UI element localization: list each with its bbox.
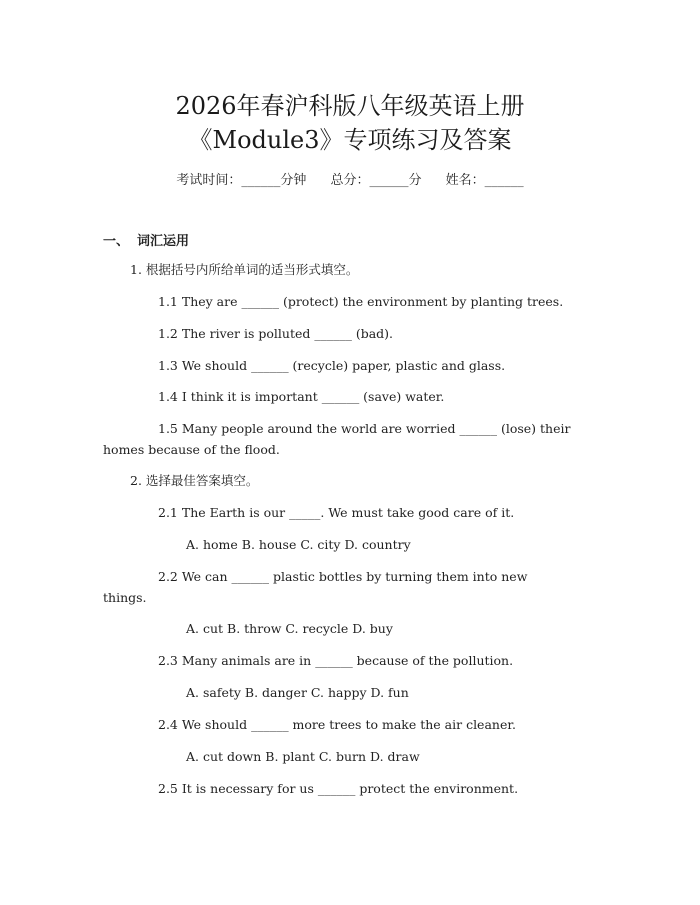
question-2-2-options: A. cut B. throw C. recycle D. buy [186,621,393,636]
question-2-2: 2.2 We can ______ plastic bottles by turning them into new [158,569,528,584]
question-2-5: 2.5 It is necessary for us ______ protect the environment. [158,781,519,796]
part-2-heading: 2. 选择最佳答案填空。 [130,473,259,488]
question-1-3: 1.3 We should ______ (recycle) paper, plastic and glass. [158,358,506,373]
question-2-3-options: A. safety B. danger C. happy D. fun [186,685,409,700]
section-1-number: 一、 [103,234,130,249]
question-1-4: 1.4 I think it is important ______ (save) water. [158,389,445,404]
question-2-1-options: A. home B. house C. city D. country [186,537,411,552]
exam-meta-row [0,169,700,188]
student-name-field: 姓名：______ [445,173,524,188]
question-2-4-options: A. cut down B. plant C. burn D. draw [186,749,420,764]
question-1-5-continuation: homes because of the flood. [103,442,280,457]
exam-time-field: 考试时间：______分钟 [176,173,307,188]
question-1-5: 1.5 Many people around the world are worried ______ (lose) their [158,421,571,436]
question-2-3: 2.3 Many animals are in ______ because of the pollution. [158,653,514,668]
part-1-heading: 1. 根据括号内所给单词的适当形式填空。 [130,262,359,277]
document-title-line-2: 《Module3》专项练习及答案 [188,126,512,154]
document-title-line-1: 2026年春沪科版八年级英语上册 [175,92,525,120]
question-2-4: 2.4 We should ______ more trees to make the air cleaner. [158,717,516,732]
total-score-field: 总分：______分 [330,173,422,188]
section-1-heading [103,230,189,249]
question-2-2-continuation: things. [103,590,147,605]
question-1-2: 1.2 The river is polluted ______ (bad). [158,326,394,341]
question-1-1: 1.1 They are ______ (protect) the environment by planting trees. [158,294,564,309]
section-1-title: 词汇运用 [137,234,190,249]
question-2-1: 2.1 The Earth is our _____. We must take good care of it. [158,505,515,520]
